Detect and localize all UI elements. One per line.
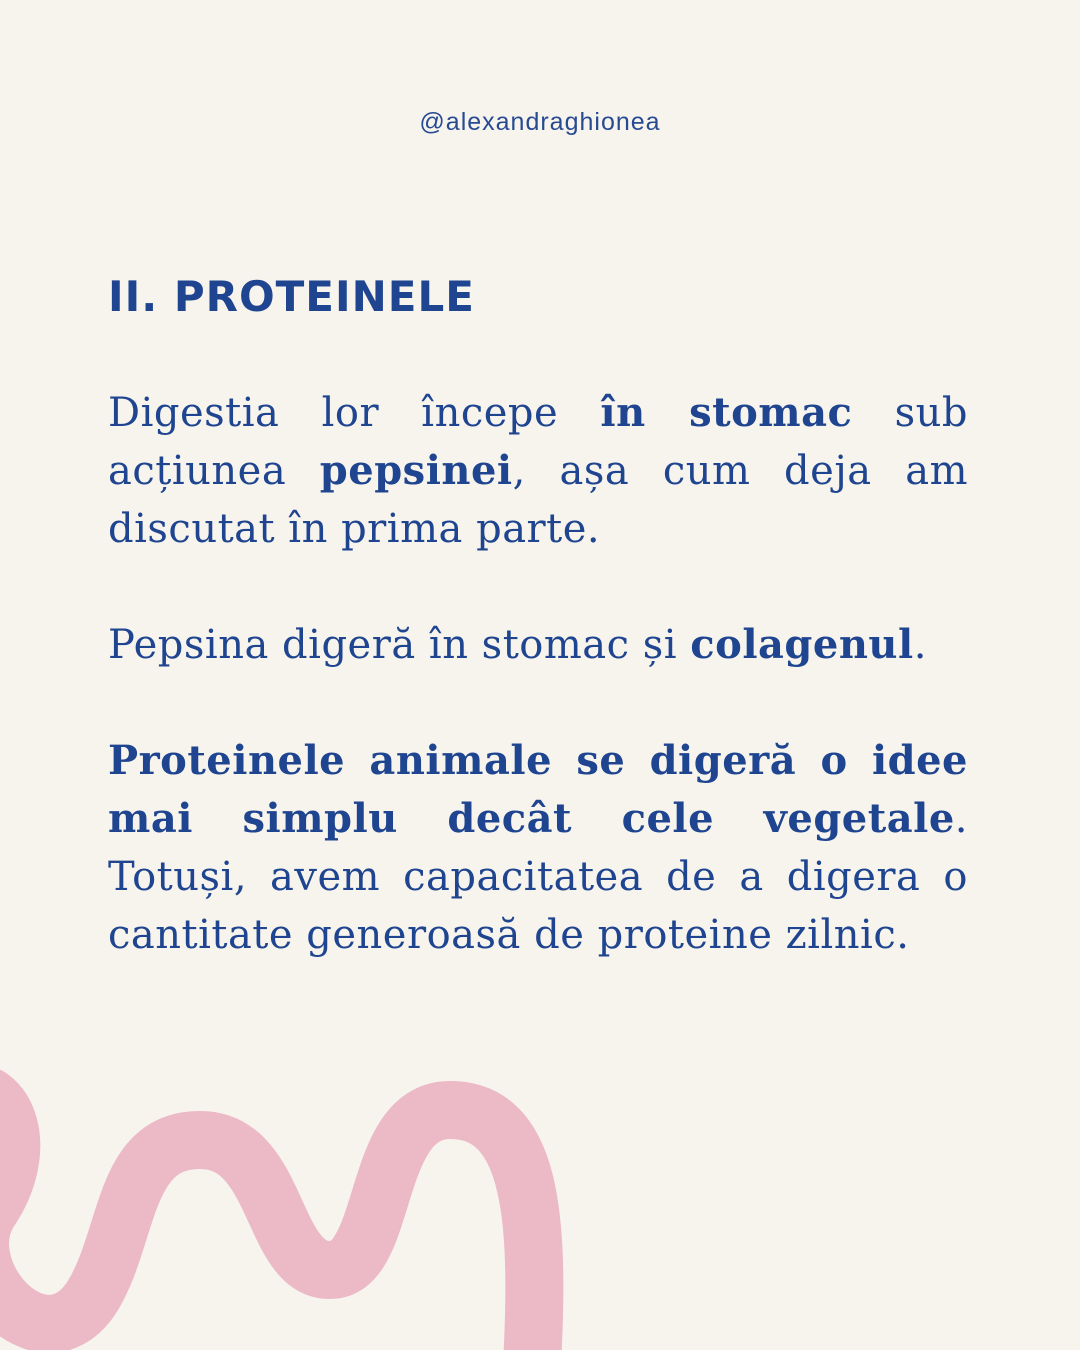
paragraph-text: sub acțiunea <box>108 390 969 494</box>
decorative-squiggle <box>0 1070 1080 1350</box>
paragraph-text: Pepsina digeră în stomac și <box>108 622 691 668</box>
paragraph-text: , așa cum deja am discutat în prima parte. <box>108 448 968 552</box>
emphasis-text: Proteinele animale se digeră o idee mai simplu decât cele vegetale <box>108 737 968 842</box>
paragraph-text: Digestia lor începe <box>108 390 601 436</box>
section-heading: II. PROTEINELE <box>108 272 475 321</box>
paragraph-text: . <box>913 622 927 668</box>
paragraph-text: . Totuși, avem capacitatea de a digera o cantitate generoasă de proteine zilnic. <box>108 796 968 958</box>
emphasis-text: pepsinei <box>319 447 513 494</box>
author-handle: @alexandraghionea <box>419 108 661 136</box>
emphasis-text: în stomac <box>600 389 853 436</box>
paragraph-digestion-start <box>108 384 968 558</box>
paragraph-animal-vs-plant <box>108 732 968 964</box>
emphasis-text: colagenul <box>690 621 914 668</box>
paragraph-pepsin-collagen <box>108 616 968 674</box>
content-block <box>108 268 968 964</box>
